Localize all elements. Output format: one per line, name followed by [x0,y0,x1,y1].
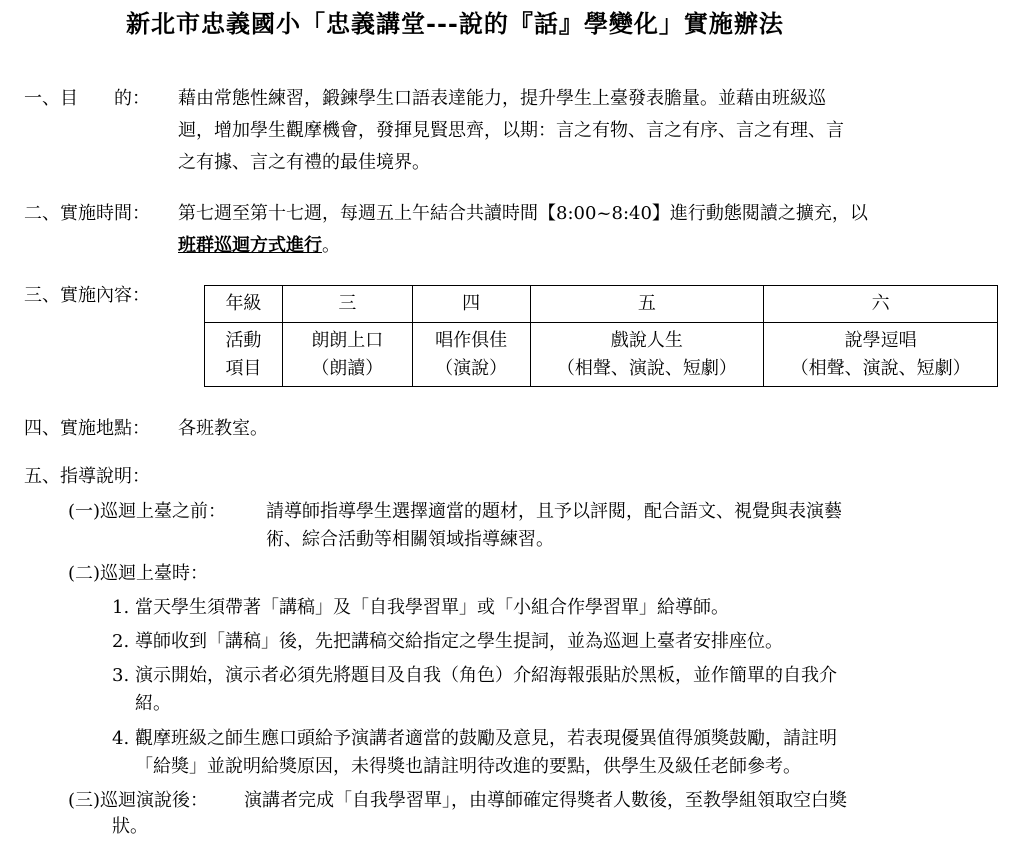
table-header-cell: 五 [530,286,764,323]
item-3-text-cont: 紹。 [135,693,171,714]
sub-1-line-1: 請導師指導學生選擇適當的題材，且予以評閱，配合語文、視覺與表演藝 [266,501,842,522]
section-2-line-2 [178,233,340,259]
item-1-number: 1. [112,597,130,618]
activity-name: 唱作俱佳 [435,329,508,351]
item-2-number: 2. [112,631,130,652]
activity-type: （朗讀） [311,357,384,379]
table-header-cell: 六 [764,286,998,323]
table-header-cell: 年級 [205,286,283,323]
section-1-line-1: 藉由常態性練習，鍛鍊學生口語表達能力，提升學生上臺發表膽量。並藉由班級巡 [178,88,826,109]
table-cell-grade-4 [412,323,530,387]
sub-1-line-2: 術、綜合活動等相關領域指導練習。 [266,529,554,550]
table-header-cell: 三 [282,286,412,323]
item-4-number: 4. [112,728,130,749]
activity-type: （演說） [435,357,508,379]
sub-2-label: (二)巡迴上臺時： [68,563,209,584]
section-4-text: 各班教室。 [178,418,268,439]
page-title: 新北市忠義國小「忠義講堂---說的『話』學變化」實施辦法 [126,9,784,38]
activity-name: 朗朗上口 [311,329,384,351]
item-2-text: 導師收到「講稿」後，先把講稿交給指定之學生提詞，並為巡迴上臺者安排座位。 [135,631,783,652]
activity-name: 戲說人生 [610,329,683,351]
activity-table [204,285,998,387]
section-1-line-3: 之有據、言之有禮的最佳境界。 [178,152,430,173]
item-3-text: 演示開始，演示者必須先將題目及自我（角色）介紹海報張貼於黑板，並作簡單的自我介 [135,665,837,686]
activity-type: （相聲、演說、短劇） [556,357,737,379]
row-label-line: 項目 [225,357,262,379]
section-2-label: 二、實施時間： [24,203,150,224]
item-4-text-cont: 「給獎」並說明給獎原因，未得獎也請註明待改進的要點，供學生及級任老師參考。 [135,756,801,777]
table-cell-grade-6 [764,323,998,387]
sub-3-line-2: 狀。 [112,816,148,837]
item-3-number: 3. [112,665,130,686]
section-1-line-2: 迴，增加學生觀摩機會，發揮見賢思齊，以期：言之有物、言之有序、言之有理、言 [178,120,844,141]
table-header-row [205,286,998,323]
section-1-label: 一、目 的： [24,88,150,109]
table-row-label [205,323,283,387]
sub-3-label: (三)巡迴演說後： [68,790,209,811]
table-cell-grade-3 [282,323,412,387]
section-4-label: 四、實施地點： [24,418,150,439]
table-header-cell: 四 [412,286,530,323]
table-row [205,323,998,387]
item-4-text: 觀摩班級之師生應口頭給予演講者適當的鼓勵及意見，若表現優異值得頒獎鼓勵，請註明 [135,728,837,749]
sub-3-line-1: 演講者完成「自我學習單」，由導師確定得獎者人數後，至教學組領取空白獎 [244,790,847,811]
sub-1-label: (一)巡迴上臺之前： [68,501,227,522]
row-label-line: 活動 [225,329,262,351]
activity-name: 說學逗唱 [844,329,917,351]
section-2-emphasis: 班群巡迴方式進行 [178,235,322,256]
section-2-period: 。 [322,235,340,256]
section-3-label: 三、實施內容： [24,285,150,306]
section-2-line-1: 第七週至第十七週，每週五上午結合共讀時間【8:00~8:40】進行動態閱讀之擴充，以 [178,203,868,224]
activity-type: （相聲、演說、短劇） [790,357,971,379]
table-cell-grade-5 [530,323,764,387]
item-1-text: 當天學生須帶著「講稿」及「自我學習單」或「小組合作學習單」給導師。 [135,597,729,618]
section-5-label: 五、指導說明： [24,466,150,487]
